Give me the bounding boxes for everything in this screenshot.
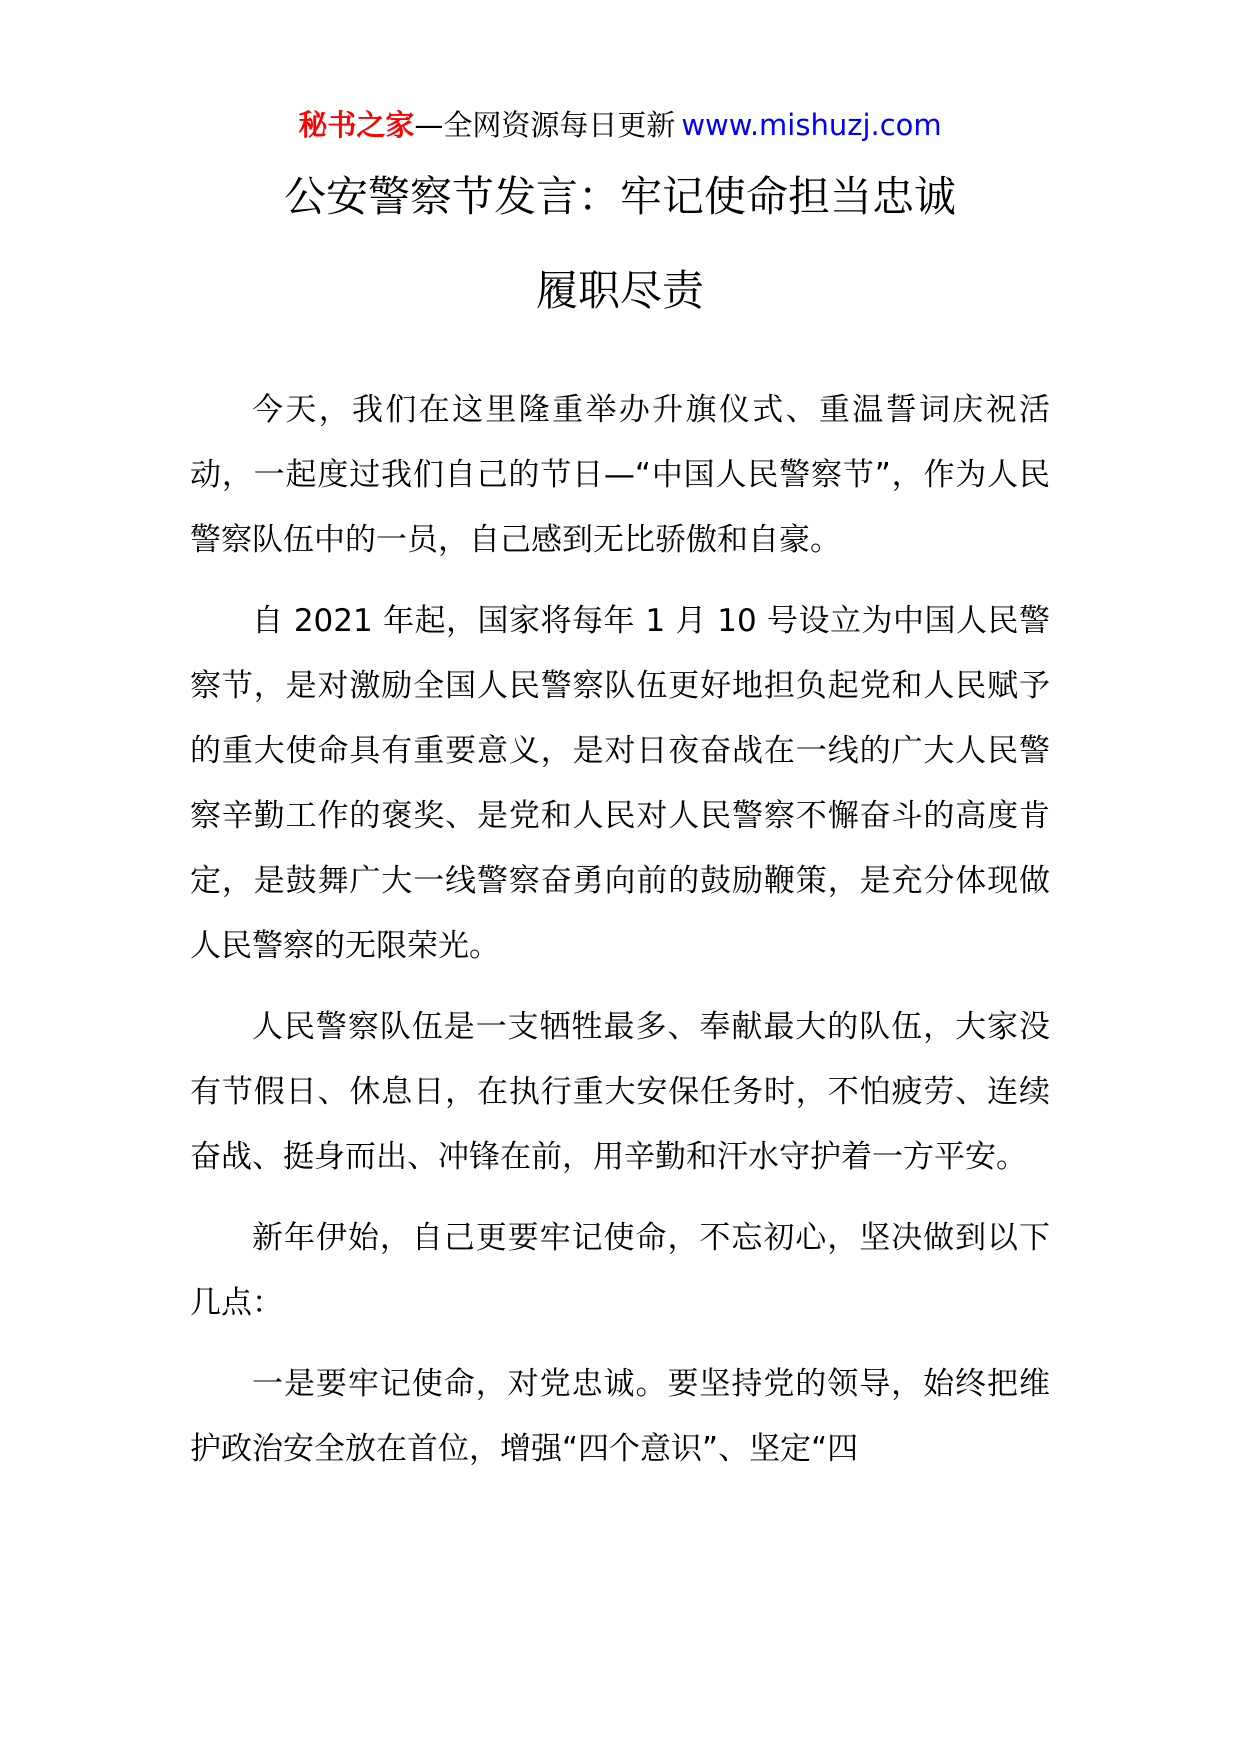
- document-title: [190, 150, 1050, 338]
- site-url[interactable]: www.mishuzj.com: [681, 108, 942, 142]
- paragraph: 一是要牢记使命，对党忠诚。要坚持党的领导，始终把维护政治安全放在首位，增强“四个意识”、坚定“四: [190, 1366, 1050, 1467]
- slogan: —全网资源每日更新: [414, 108, 676, 142]
- paragraph: 今天，我们在这里隆重举办升旗仪式、重温誓词庆祝活动，一起度过我们自己的节日—“中国人民警察节”，作为人民警察队伍中的一员，自己感到无比骄傲和自豪。: [190, 392, 1050, 558]
- paragraph: 自 2021 年起，国家将每年 1 月 10 号设立为中国人民警察节，是对激励全国人民警察队伍更好地担负起党和人民赋予的重大使命具有重要意义，是对日夜奋战在一线的广大人民警察辛勤工作的褒奖、是党和人民对人民警察不懈奋斗的高度肯定，是鼓舞广大一线警察奋勇向前的鼓励鞭策，是充分体现做人民警察的无限荣光。: [190, 603, 1050, 964]
- paragraph: 新年伊始，自己更要牢记使命，不忘初心，坚决做到以下几点：: [190, 1220, 1050, 1321]
- title-line-2: 履职尽责: [535, 266, 704, 315]
- paragraph: 人民警察队伍是一支牺牲最多、奉献最大的队伍，大家没有节假日、休息日，在执行重大安保任务时，不怕疲劳、连续奋战、挺身而出、冲锋在前，用辛勤和汗水守护着一方平安。: [190, 1009, 1050, 1175]
- document-body: [190, 378, 1050, 1482]
- header-banner: [190, 100, 1050, 150]
- brand-name: 秘书之家: [298, 108, 415, 142]
- title-line-1: 公安警察节发言：牢记使命担当忠诚: [283, 172, 956, 221]
